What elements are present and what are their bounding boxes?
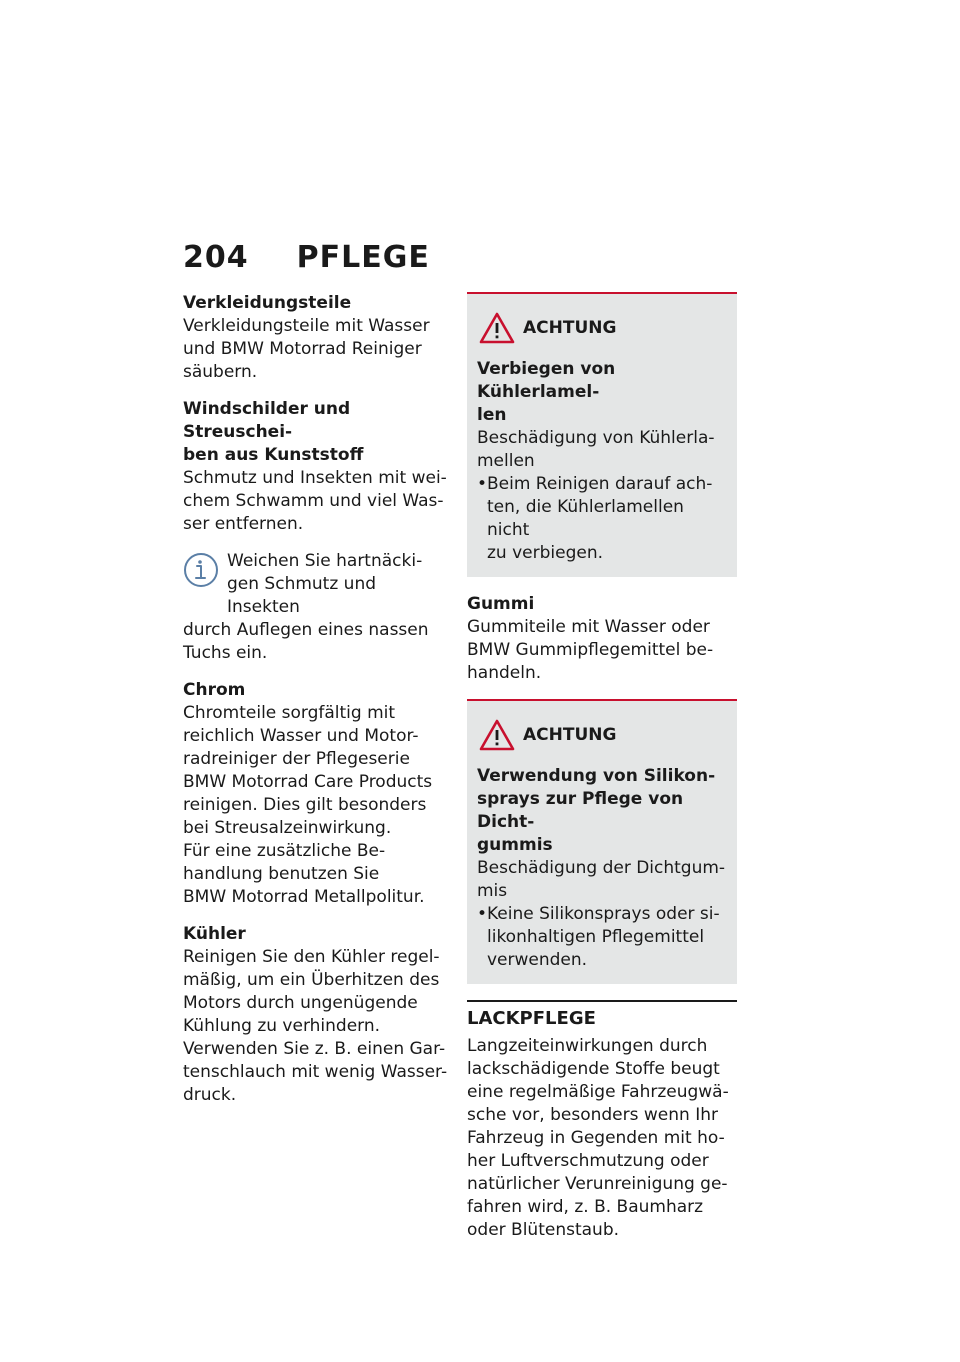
text-line: Schmutz und Insekten mit wei-: [183, 468, 447, 488]
text-line: ser entfernen.: [183, 514, 304, 534]
info-note: [183, 550, 451, 665]
info-line: Tuchs ein.: [183, 643, 268, 663]
text-line: Langzeiteinwirkungen durch: [467, 1036, 708, 1056]
section-kuehler: [183, 923, 451, 1107]
text-line: Kühlung zu verhindern.: [183, 1016, 381, 1036]
section-chrom: [183, 679, 451, 909]
text-line: säubern.: [183, 362, 258, 382]
warning-header: [477, 312, 727, 344]
section-text: [467, 1035, 737, 1242]
page-header: [183, 240, 430, 275]
title-line: gummis: [477, 835, 553, 855]
title-line: Verbiegen von Kühlerlamel-: [477, 359, 616, 402]
text-line: sche vor, besonders wenn Ihr: [467, 1105, 718, 1125]
bullet-icon: •: [477, 474, 488, 494]
text-line: Beschädigung von Kühlerla-: [477, 428, 715, 448]
section-text: [467, 616, 737, 685]
text-line: und BMW Motorrad Reiniger: [183, 339, 422, 359]
title-line: ben aus Kunststoff: [183, 445, 364, 465]
text-line: her Luftverschmutzung oder: [467, 1151, 709, 1171]
text-line: Motors durch ungenügende: [183, 993, 418, 1013]
text-line: mis: [477, 881, 508, 901]
left-column: [183, 292, 451, 1121]
text-line: zu verbiegen.: [487, 543, 604, 563]
text-line: druck.: [183, 1085, 237, 1105]
text-line: radreiniger der Pflegeserie: [183, 749, 410, 769]
page-number: 204: [183, 240, 249, 275]
section-gummi: [467, 593, 737, 685]
warning-label: ACHTUNG: [523, 725, 617, 745]
text-line: mäßig, um ein Überhitzen des: [183, 970, 440, 990]
info-line: Weichen Sie hartnäcki-: [227, 551, 423, 571]
text-line: Gummiteile mit Wasser oder: [467, 617, 710, 637]
warning-header: [477, 719, 727, 751]
title-line: Verwendung von Silikon-: [477, 766, 716, 786]
text-line: Beschädigung der Dichtgum-: [477, 858, 726, 878]
info-icon: [183, 552, 219, 588]
text-line: Verkleidungsteile mit Wasser: [183, 316, 430, 336]
text-line: tenschlauch mit wenig Wasser-: [183, 1062, 448, 1082]
title-line: sprays zur Pflege von Dicht-: [477, 789, 684, 832]
text-line: eine regelmäßige Fahrzeugwä-: [467, 1082, 729, 1102]
warning-label: ACHTUNG: [523, 318, 617, 338]
section-title: Verkleidungsteile: [183, 293, 352, 313]
text-line: chem Schwamm und viel Was-: [183, 491, 444, 511]
section-text: [183, 315, 451, 384]
text-line: Fahrzeug in Gegenden mit ho-: [467, 1128, 725, 1148]
text-line: reinigen. Dies gilt besonders: [183, 795, 427, 815]
section-title: Chrom: [183, 680, 246, 700]
text-line: mellen: [477, 451, 535, 471]
section-title: Kühler: [183, 924, 246, 944]
section-text: [183, 702, 451, 909]
warning-action-item: [477, 903, 727, 972]
section-verkleidungsteile: [183, 292, 451, 384]
text-line: Chromteile sorgfältig mit: [183, 703, 396, 723]
section-title: Gummi: [467, 594, 535, 614]
section-heading: LACKPFLEGE: [467, 1008, 596, 1029]
text-line: Verwenden Sie z. B. einen Gar-: [183, 1039, 446, 1059]
warning-triangle-icon: [479, 312, 515, 344]
text-line: fahren wird, z. B. Baumharz: [467, 1197, 704, 1217]
warning-triangle-icon: [479, 719, 515, 751]
info-line: gen Schmutz und Insekten: [227, 574, 377, 617]
text-line: likonhaltigen Pflegemittel: [487, 927, 705, 947]
warning-consequence: [477, 857, 727, 903]
text-line: BMW Motorrad Care Products: [183, 772, 433, 792]
warning-box-kuehlerlamellen: [467, 292, 737, 577]
bullet-icon: •: [477, 904, 488, 924]
warning-action-item: [477, 473, 727, 565]
right-column: [467, 292, 737, 1256]
text-line: verwenden.: [487, 950, 588, 970]
text-line: Keine Silikonsprays oder si-: [487, 904, 720, 924]
text-line: lackschädigende Stoffe beugt: [467, 1059, 720, 1079]
warning-title: [477, 358, 727, 427]
warning-title: [477, 765, 727, 857]
section-title: [183, 398, 451, 467]
text-line: Reinigen Sie den Kühler regel-: [183, 947, 440, 967]
text-line: oder Blütenstaub.: [467, 1220, 620, 1240]
page-title: PFLEGE: [296, 240, 430, 275]
text-line: BMW Gummipflegemittel be-: [467, 640, 714, 660]
text-line: bei Streusalzeinwirkung.: [183, 818, 392, 838]
section-text: [183, 946, 451, 1107]
text-line: ten, die Kühlerlamellen nicht: [487, 497, 684, 540]
text-line: handlung benutzen Sie: [183, 864, 380, 884]
text-line: natürlicher Verunreinigung ge-: [467, 1174, 728, 1194]
warning-consequence: [477, 427, 727, 473]
info-line: durch Auflegen eines nassen: [183, 620, 429, 640]
text-line: handeln.: [467, 663, 542, 683]
title-line: len: [477, 405, 507, 425]
text-line: Für eine zusätzliche Be-: [183, 841, 386, 861]
text-line: reichlich Wasser und Motor-: [183, 726, 419, 746]
title-line: Windschilder und Streuschei-: [183, 399, 351, 442]
section-windschilder: [183, 398, 451, 536]
section-lackpflege: [467, 1000, 737, 1242]
text-line: BMW Motorrad Metallpolitur.: [183, 887, 425, 907]
text-line: Beim Reinigen darauf ach-: [487, 474, 713, 494]
warning-box-silikonsprays: [467, 699, 737, 984]
section-text: [183, 467, 451, 536]
